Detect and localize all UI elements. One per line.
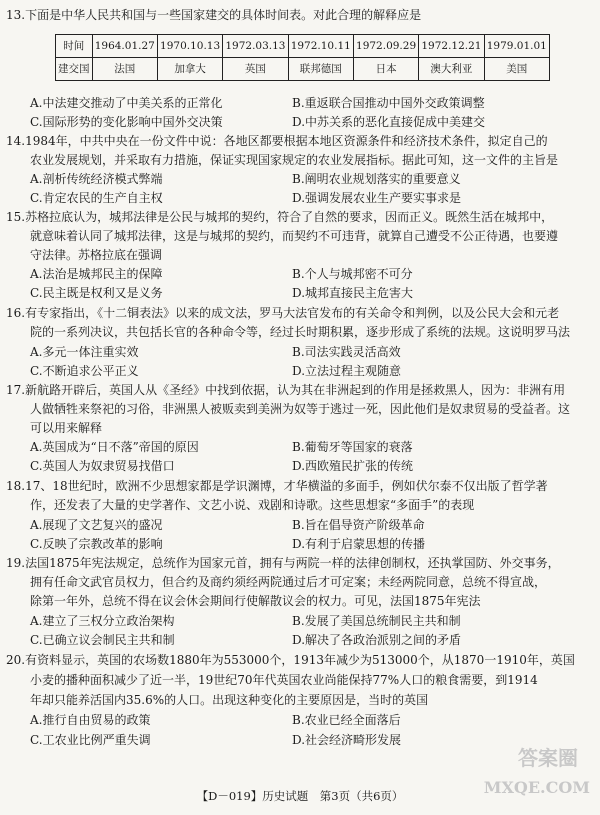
table-cell: 时间 bbox=[56, 35, 93, 58]
q15-option-a: A.法治是城邦民主的保障 bbox=[30, 267, 163, 281]
q14-line-2: 农业发展规划，并采取有力措施，保证实现国家规定的农业发展指标。据此可知，这一文件的主旨是 bbox=[30, 153, 559, 167]
q14-option-b: B.阐明农业规划落实的重要意义 bbox=[292, 172, 461, 186]
q16-option-b: B.司法实践灵活高效 bbox=[292, 345, 401, 359]
q14-line-1: 14.1984年，中共中央在一份文件中说：各地区都要根据本地区资源条件和经济技术条件，拟定自己的 bbox=[6, 134, 548, 148]
q19-option-a: A.建立了三权分立政治架构 bbox=[30, 614, 175, 628]
q20-line-3: 年却只能养活国内35.6%的人口。出现这种变化的主要原因是，当时的英国 bbox=[30, 693, 429, 707]
q19-line-1: 19.法国1875年宪法规定，总统作为国家元首，拥有与两院一样的法律创制权，还执掌国防、外交事务， bbox=[6, 556, 560, 570]
q16-option-c: C.不断追求公平正义 bbox=[30, 364, 139, 378]
q15-option-d: D.城邦直接民主危害大 bbox=[292, 286, 414, 300]
q15-option-b: B.个人与城邦密不可分 bbox=[292, 267, 413, 281]
q13-option-a: A.中法建交推动了中美关系的正常化 bbox=[30, 96, 223, 110]
q17-option-c: C.英国人为奴隶贸易找借口 bbox=[30, 459, 175, 473]
table-cell: 1964.01.27 bbox=[92, 35, 157, 58]
q18-option-c: C.反映了宗教改革的影响 bbox=[30, 537, 163, 551]
watermark-text-2: MXQE.COM bbox=[483, 778, 590, 797]
table-row bbox=[56, 35, 550, 58]
table-cell: 加拿大 bbox=[157, 58, 222, 81]
q17-option-a: A.英国成为“日不落”帝国的原因 bbox=[30, 440, 199, 454]
q20-option-c: C.工农业比例严重失调 bbox=[30, 733, 151, 747]
q20-option-d: D.社会经济畸形发展 bbox=[292, 733, 402, 747]
q19-line-2: 拥有任命文武官员权力，但合约及商约须经两院通过后才可定案；未经两院同意，总统不得宣战， bbox=[30, 575, 547, 589]
q19-option-b: B.发展了美国总统制民主共和制 bbox=[292, 614, 461, 628]
table-cell: 1972.09.29 bbox=[353, 35, 418, 58]
q15-option-c: C.民主既是权利又是义务 bbox=[30, 286, 163, 300]
q18-option-b: B.旨在倡导资产阶级革命 bbox=[292, 518, 425, 532]
table-cell: 法国 bbox=[92, 58, 157, 81]
q20-line-1: 20.有资料显示，英国的农场数1880年为553000个，1913年减少为513000个，从1870一1910年，英国 bbox=[6, 653, 575, 667]
q17-option-b: B.葡萄牙等国家的衰落 bbox=[292, 440, 413, 454]
page-footer: 【D－019】历史试题 第3页（共6页） bbox=[196, 789, 404, 803]
q18-line-1: 18.17、18世纪时，欧洲不少思想家都是学识渊博，才华横溢的多面手，例如伏尔泰不仅出版了哲学著 bbox=[6, 479, 548, 493]
q15-line-1: 15.苏格拉底认为，城邦法律是公民与城邦的契约，符合了自然的要求，因而正义。既然生活在城邦中， bbox=[6, 210, 554, 224]
table-cell: 1972.03.13 bbox=[223, 35, 288, 58]
table-cell: 日本 bbox=[353, 58, 418, 81]
q18-line-2: 作，还发表了大量的史学著作、文艺小说、戏剧和诗歌。这些思想家“多面手”的表现 bbox=[30, 498, 475, 512]
q13-option-d: D.中苏关系的恶化直接促成中美建交 bbox=[292, 115, 486, 129]
q17-line-2: 人做牺牲来祭祀的习俗，非洲黑人被贩卖到美洲为奴等于逃过一死，因此他们是奴隶贸易的受益者。这 bbox=[30, 402, 571, 416]
q13-option-c: C.国际形势的变化影响中国外交决策 bbox=[30, 115, 223, 129]
table-cell: 美国 bbox=[484, 58, 549, 81]
q20-option-b: B.农业已经全面落后 bbox=[292, 713, 401, 727]
q16-option-d: D.立法过程主观随意 bbox=[292, 364, 402, 378]
q20-option-a: A.推行自由贸易的政策 bbox=[30, 713, 151, 727]
q13-option-b: B.重返联合国推动中国外交政策调整 bbox=[292, 96, 485, 110]
q14-option-d: D.强调发展农业生产要实事求是 bbox=[292, 191, 462, 205]
q15-line-2: 就意味着认同了城邦法律，这是与城邦的契约，而契约不可违背，就算自己遭受不公正待遇，也要遵 bbox=[30, 229, 559, 243]
table-cell: 联邦德国 bbox=[288, 58, 353, 81]
watermark-text-1: 答案圈 bbox=[518, 746, 578, 770]
q16-option-a: A.多元一体注重实效 bbox=[30, 345, 139, 359]
table-cell: 英国 bbox=[223, 58, 288, 81]
table-cell: 1970.10.13 bbox=[157, 35, 222, 58]
q17-option-d: D.西欧殖民扩张的传统 bbox=[292, 459, 414, 473]
q16-line-2: 院的一系列决议，共包括长官的各种命令等，经过长时期积累，逐步形成了系统的法规。这说明罗马法 bbox=[30, 325, 571, 339]
table-row bbox=[56, 58, 550, 81]
q19-option-d: D.解决了各政治派别之间的矛盾 bbox=[292, 633, 462, 647]
table-cell: 1972.10.11 bbox=[288, 35, 353, 58]
q20-line-2: 小麦的播种面积减少了近一半，19世纪70年代英国农业尚能保持77%人口的粮食需要，到1914 bbox=[30, 673, 538, 687]
q14-option-c: C.肯定农民的生产自主权 bbox=[30, 191, 163, 205]
watermark-logo bbox=[483, 746, 590, 809]
q18-option-d: D.有利于启蒙思想的传播 bbox=[292, 537, 426, 551]
q13-stem: 13.下面是中华人民共和国与一些国家建交的具体时间表。对此合理的解释应是 bbox=[6, 8, 422, 22]
q15-line-3: 守法律。苏格拉底在强调 bbox=[30, 248, 163, 262]
table-cell: 1979.01.01 bbox=[484, 35, 549, 58]
q19-option-c: C.已确立议会制民主共和制 bbox=[30, 633, 175, 647]
table-cell: 建交国 bbox=[56, 58, 93, 81]
q14-option-a: A.剖析传统经济模式弊端 bbox=[30, 172, 163, 186]
table-cell: 1972.12.21 bbox=[419, 35, 484, 58]
q18-option-a: A.展现了文艺复兴的盛况 bbox=[30, 518, 163, 532]
q17-line-3: 可以用来解释 bbox=[30, 421, 103, 435]
q19-line-3: 除第一年外，总统不得在议会休会期间行使解散议会的权力。可见，法国1875年宪法 bbox=[30, 594, 481, 608]
table-cell: 澳大利亚 bbox=[419, 58, 484, 81]
q17-line-1: 17.新航路开辟后，英国人从《圣经》中找到依据，认为其在非洲起到的作用是拯救黑人，因为：非洲有用 bbox=[6, 383, 566, 397]
q16-line-1: 16.有专家指出，《十二铜表法》以来的成文法，罗马大法官发布的有关命令和判例，以及公民大会和元老 bbox=[6, 306, 560, 320]
q13-table bbox=[55, 34, 550, 81]
